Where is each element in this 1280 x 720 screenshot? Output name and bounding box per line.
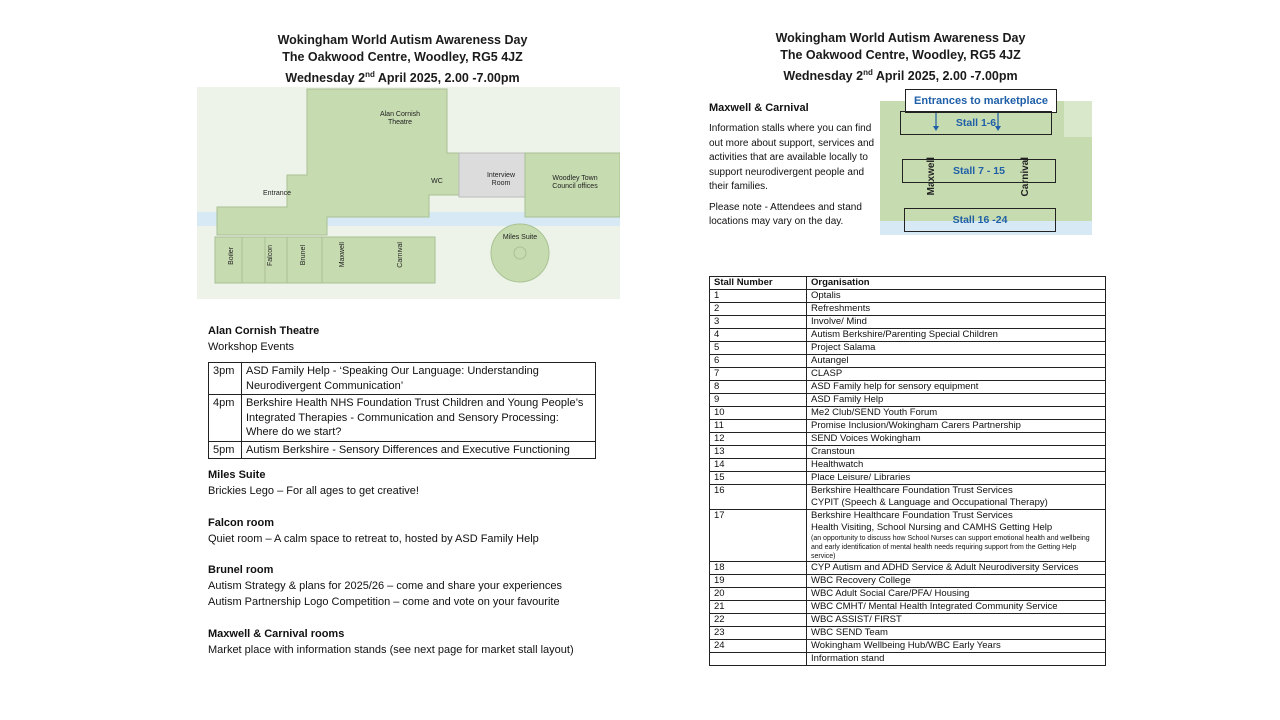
brunel-text-2: Autism Partnership Logo Competition – come and vote on your favourite xyxy=(208,596,560,608)
table-row xyxy=(710,394,1106,407)
organisation-name: WBC ASSIST/ FIRST xyxy=(811,614,902,625)
stall-organisation xyxy=(807,614,1106,627)
stall-organisation xyxy=(807,420,1106,433)
table-row xyxy=(710,446,1106,459)
map-label-entrance: Entrance xyxy=(262,190,292,197)
table-row xyxy=(710,601,1106,614)
stall-number: 23 xyxy=(710,627,807,640)
stall-number: 4 xyxy=(710,329,807,342)
table-row xyxy=(710,640,1106,653)
col-organisation: Organisation xyxy=(807,277,1106,290)
stall-organisation xyxy=(807,627,1106,640)
organisation-name: WBC SEND Team xyxy=(811,627,888,638)
marketplace-intro xyxy=(709,101,877,230)
stall-number: 11 xyxy=(710,420,807,433)
theatre-subtitle: Workshop Events xyxy=(208,341,295,353)
table-row xyxy=(710,420,1106,433)
organisation-name: Promise Inclusion/Wokingham Carers Partnership xyxy=(811,420,1021,431)
theatre-section xyxy=(208,324,608,459)
table-row xyxy=(710,472,1106,485)
stall-table xyxy=(709,276,1106,666)
table-row xyxy=(710,290,1106,303)
stall-number: 17 xyxy=(710,510,807,562)
marketplace-para-2: Please note - Attendees and stand locations may vary on the day. xyxy=(709,201,862,227)
stall-layout-map xyxy=(880,95,1092,235)
stall-number: 9 xyxy=(710,394,807,407)
stall-organisation xyxy=(807,562,1106,575)
stall-number: 18 xyxy=(710,562,807,575)
brunel-text-1: Autism Strategy & plans for 2025/26 – come and share your experiences xyxy=(208,580,563,592)
page2-header-venue: The Oakwood Centre, Woodley, RG5 4JZ xyxy=(780,48,1021,62)
stall-group-16-24: Stall 16 -24 xyxy=(904,208,1056,232)
maxwell-label: Maxwell xyxy=(926,157,937,196)
table-row xyxy=(710,510,1106,562)
organisation-name: Wokingham Wellbeing Hub/WBC Early Years xyxy=(811,640,1001,651)
stall-organisation xyxy=(807,329,1106,342)
miles-title: Miles Suite xyxy=(208,469,266,481)
stall-organisation xyxy=(807,575,1106,588)
table-row xyxy=(710,433,1106,446)
organisation-name: Autism Berkshire/Parenting Special Children xyxy=(811,329,998,340)
stall-number: 24 xyxy=(710,640,807,653)
stall-organisation xyxy=(807,303,1106,316)
stall-group-7-15: Stall 7 - 15 xyxy=(902,159,1056,183)
stall-organisation xyxy=(807,342,1106,355)
organisation-note: (an opportunity to discuss how School Nurses can support emotional health and wellbeing and early identification of mental health needs requiring support from the Getting Help service) xyxy=(811,535,1090,560)
stall-organisation xyxy=(807,472,1106,485)
table-row xyxy=(710,614,1106,627)
stall-organisation xyxy=(807,459,1106,472)
organisation-name: Optalis xyxy=(811,290,841,301)
stall-organisation xyxy=(807,640,1106,653)
miles-section xyxy=(208,468,628,499)
stall-number: 8 xyxy=(710,381,807,394)
stall-number: 16 xyxy=(710,485,807,510)
organisation-name: Berkshire Healthcare Foundation Trust Services xyxy=(811,510,1013,521)
stall-organisation xyxy=(807,653,1106,666)
stall-organisation xyxy=(807,510,1106,562)
miles-text: Brickies Lego – For all ages to get creative! xyxy=(208,485,419,497)
map-label-alan-cornish: Alan Cornish Theatre xyxy=(379,111,421,126)
stall-organisation xyxy=(807,316,1106,329)
table-row xyxy=(710,303,1106,316)
table-row xyxy=(209,363,596,395)
event-time: 3pm xyxy=(209,363,242,395)
map-label-maxwell: Maxwell xyxy=(339,242,346,268)
table-row xyxy=(710,381,1106,394)
stall-organisation xyxy=(807,394,1106,407)
organisation-name: WBC Adult Social Care/PFA/ Housing xyxy=(811,588,970,599)
organisation-name: Me2 Club/SEND Youth Forum xyxy=(811,407,938,418)
organisation-name: SEND Voices Wokingham xyxy=(811,433,921,444)
stall-number: 19 xyxy=(710,575,807,588)
entrances-label: Entrances to marketplace xyxy=(905,89,1057,113)
table-row xyxy=(710,355,1106,368)
stall-organisation xyxy=(807,368,1106,381)
stall-table-body xyxy=(710,290,1106,666)
table-row xyxy=(209,441,596,459)
page1-header xyxy=(230,32,575,87)
organisation-name: WBC Recovery College xyxy=(811,575,911,586)
organisation-service: CYPIT (Speech & Language and Occupational Therapy) xyxy=(811,497,1048,508)
table-row xyxy=(710,329,1106,342)
stall-organisation xyxy=(807,446,1106,459)
table-row xyxy=(710,407,1106,420)
stall-organisation xyxy=(807,290,1106,303)
maxwell-section xyxy=(208,627,628,658)
theatre-title: Alan Cornish Theatre xyxy=(208,325,320,337)
event-time: 5pm xyxy=(209,441,242,459)
maxwell-title: Maxwell & Carnival rooms xyxy=(208,628,345,640)
table-row xyxy=(710,653,1106,666)
table-row xyxy=(710,588,1106,601)
stall-number: 20 xyxy=(710,588,807,601)
organisation-name: ASD Family help for sensory equipment xyxy=(811,381,979,392)
marketplace-title: Maxwell & Carnival xyxy=(709,102,809,114)
stall-organisation xyxy=(807,485,1106,510)
brunel-title: Brunel room xyxy=(208,564,274,576)
stall-number: 22 xyxy=(710,614,807,627)
organisation-name: ASD Family Help xyxy=(811,394,884,405)
stall-organisation xyxy=(807,355,1106,368)
organisation-name: Place Leisure/ Libraries xyxy=(811,472,911,483)
organisation-name: Autangel xyxy=(811,355,849,366)
organisation-name: Cranstoun xyxy=(811,446,855,457)
table-row xyxy=(710,368,1106,381)
event-desc: ASD Family Help - ‘Speaking Our Language: Understanding Neurodivergent Communication’ xyxy=(242,363,596,395)
page2-header-date: Wednesday 2nd April 2025, 2.00 -7.00pm xyxy=(783,68,1018,84)
marketplace-para-1: Information stalls where you can find out more about support, services and activities that are available locally to support neurodivergent people and their families. xyxy=(709,123,875,192)
table-row xyxy=(710,485,1106,510)
table-row xyxy=(710,342,1106,355)
map-label-interview-room: Interview Room xyxy=(486,172,515,187)
page2-header xyxy=(728,30,1073,85)
stall-number: 21 xyxy=(710,601,807,614)
stall-number: 7 xyxy=(710,368,807,381)
stall-number: 5 xyxy=(710,342,807,355)
map-label-carnival: Carnival xyxy=(397,242,404,268)
carnival-label: Carnival xyxy=(1020,157,1031,197)
workshop-table xyxy=(208,362,596,459)
stall-organisation xyxy=(807,381,1106,394)
stall-group-1-6: Stall 1-6 xyxy=(900,111,1052,135)
organisation-name: Project Salama xyxy=(811,342,876,353)
event-desc: Berkshire Health NHS Foundation Trust Children and Young People’s Integrated Therapies - Communication and Sensory Processing: Where do we start? xyxy=(242,395,596,442)
stall-number: 15 xyxy=(710,472,807,485)
falcon-title: Falcon room xyxy=(208,517,275,529)
stall-organisation xyxy=(807,407,1106,420)
stall-number: 6 xyxy=(710,355,807,368)
event-time: 4pm xyxy=(209,395,242,442)
floor-plan-map xyxy=(197,87,620,299)
map-label-boiler: Boiler xyxy=(228,247,235,265)
table-row xyxy=(209,395,596,442)
event-desc: Autism Berkshire - Sensory Differences and Executive Functioning xyxy=(242,441,596,459)
stall-number xyxy=(710,653,807,666)
organisation-name: Berkshire Healthcare Foundation Trust Services xyxy=(811,485,1013,496)
stall-organisation xyxy=(807,433,1106,446)
table-row xyxy=(710,627,1106,640)
map-label-wc: WC xyxy=(431,178,443,185)
organisation-name: Information stand xyxy=(811,653,885,664)
organisation-name: CYP Autism and ADHD Service & Adult Neurodiversity Services xyxy=(811,562,1079,573)
page1-header-venue: The Oakwood Centre, Woodley, RG5 4JZ xyxy=(282,50,523,64)
stall-number: 14 xyxy=(710,459,807,472)
stall-number: 13 xyxy=(710,446,807,459)
table-row xyxy=(710,459,1106,472)
falcon-text: Quiet room – A calm space to retreat to, hosted by ASD Family Help xyxy=(208,533,539,545)
brunel-section xyxy=(208,563,628,610)
map-label-brunel: Brunel xyxy=(300,245,307,266)
stall-number: 10 xyxy=(710,407,807,420)
table-row xyxy=(710,562,1106,575)
organisation-name: Refreshments xyxy=(811,303,871,314)
col-stall-number: Stall Number xyxy=(710,277,807,290)
organisation-name: WBC CMHT/ Mental Health Integrated Community Service xyxy=(811,601,1058,612)
stall-organisation xyxy=(807,588,1106,601)
falcon-section xyxy=(208,516,628,547)
page1-header-title: Wokingham World Autism Awareness Day xyxy=(277,33,528,47)
organisation-name: CLASP xyxy=(811,368,843,379)
map-label-woodley-council: Woodley Town Council offices xyxy=(552,175,598,190)
stall-table-header xyxy=(710,277,1106,290)
organisation-service: Health Visiting, School Nursing and CAMHS Getting Help xyxy=(811,522,1053,533)
page2-header-title: Wokingham World Autism Awareness Day xyxy=(775,31,1026,45)
stall-number: 3 xyxy=(710,316,807,329)
table-row xyxy=(710,316,1106,329)
stall-organisation xyxy=(807,601,1106,614)
stall-number: 2 xyxy=(710,303,807,316)
organisation-name: Healthwatch xyxy=(811,459,864,470)
maxwell-text: Market place with information stands (see next page for market stall layout) xyxy=(208,644,574,656)
stall-number: 12 xyxy=(710,433,807,446)
page1-header-date: Wednesday 2nd April 2025, 2.00 -7.00pm xyxy=(285,70,520,86)
map-label-miles-suite: Miles Suite xyxy=(502,234,538,241)
stall-number: 1 xyxy=(710,290,807,303)
map-label-falcon: Falcon xyxy=(267,245,274,267)
table-row xyxy=(710,575,1106,588)
organisation-name: Involve/ Mind xyxy=(811,316,867,327)
